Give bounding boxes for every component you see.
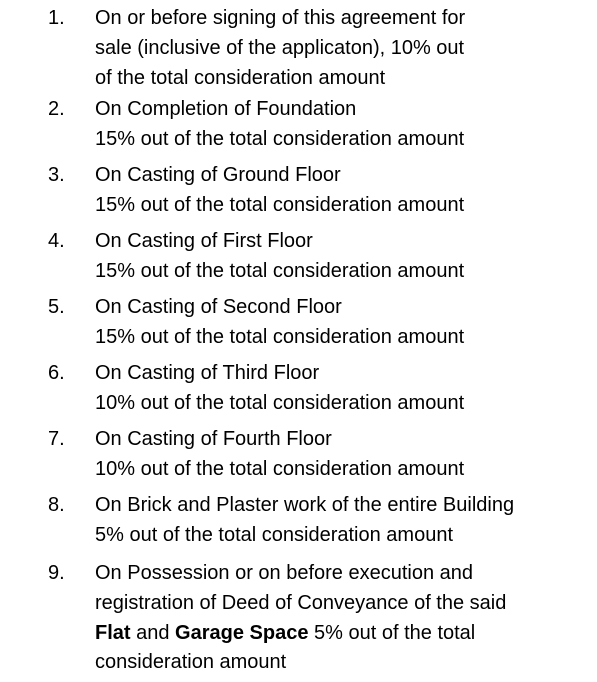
- item-text: [95, 490, 590, 550]
- item-line: 10% out of the total consideration amount: [95, 458, 465, 480]
- item-line: On or before signing of this agreement for: [95, 7, 466, 29]
- item-number: 2.: [48, 98, 65, 120]
- item-line: 5% out of the total consideration amount: [95, 524, 454, 546]
- item-line: On Casting of First Floor: [95, 230, 313, 252]
- item-number: 3.: [48, 164, 65, 186]
- garage-space-term: Garage Space: [175, 622, 309, 644]
- item-line: registration of Deed of Conveyance of the said: [95, 592, 507, 614]
- percentage-text: 5% out of the total: [308, 622, 476, 644]
- item-line: 10% out of the total consideration amount: [95, 392, 465, 414]
- item-text: [95, 3, 590, 93]
- item-line: On Casting of Second Floor: [95, 296, 342, 318]
- item-number: 1.: [48, 7, 65, 29]
- item-line: On Completion of Foundation: [95, 98, 357, 120]
- item-line: On Casting of Fourth Floor: [95, 428, 332, 450]
- item-line: 15% out of the total consideration amount: [95, 128, 465, 150]
- item-text: [95, 292, 590, 352]
- item-line: consideration amount: [95, 651, 287, 673]
- item-number: 4.: [48, 230, 65, 252]
- item-number: 9.: [48, 562, 65, 584]
- item-text: [95, 424, 590, 484]
- item-line: 15% out of the total consideration amount: [95, 260, 465, 282]
- item-line: 15% out of the total consideration amount: [95, 326, 465, 348]
- and-text: and: [130, 622, 176, 644]
- item-number: 6.: [48, 362, 65, 384]
- item-line: On Possession or on before execution and: [95, 562, 474, 584]
- item-line: On Brick and Plaster work of the entire Building: [95, 494, 515, 516]
- item-line: On Casting of Third Floor: [95, 362, 320, 384]
- item-text: [95, 226, 590, 286]
- item-number: 5.: [48, 296, 65, 318]
- item-line: On Casting of Ground Floor: [95, 164, 341, 186]
- item-text: [95, 358, 590, 418]
- item-line: sale (inclusive of the applicaton), 10% out: [95, 37, 465, 59]
- item-text: [95, 94, 590, 154]
- item-line: [95, 618, 590, 648]
- item-number: 7.: [48, 428, 65, 450]
- item-line: 15% out of the total consideration amount: [95, 194, 465, 216]
- item-text: [95, 160, 590, 220]
- flat-term: Flat: [95, 622, 131, 644]
- item-line: of the total consideration amount: [95, 67, 386, 89]
- item-text: [95, 558, 590, 678]
- item-number: 8.: [48, 494, 65, 516]
